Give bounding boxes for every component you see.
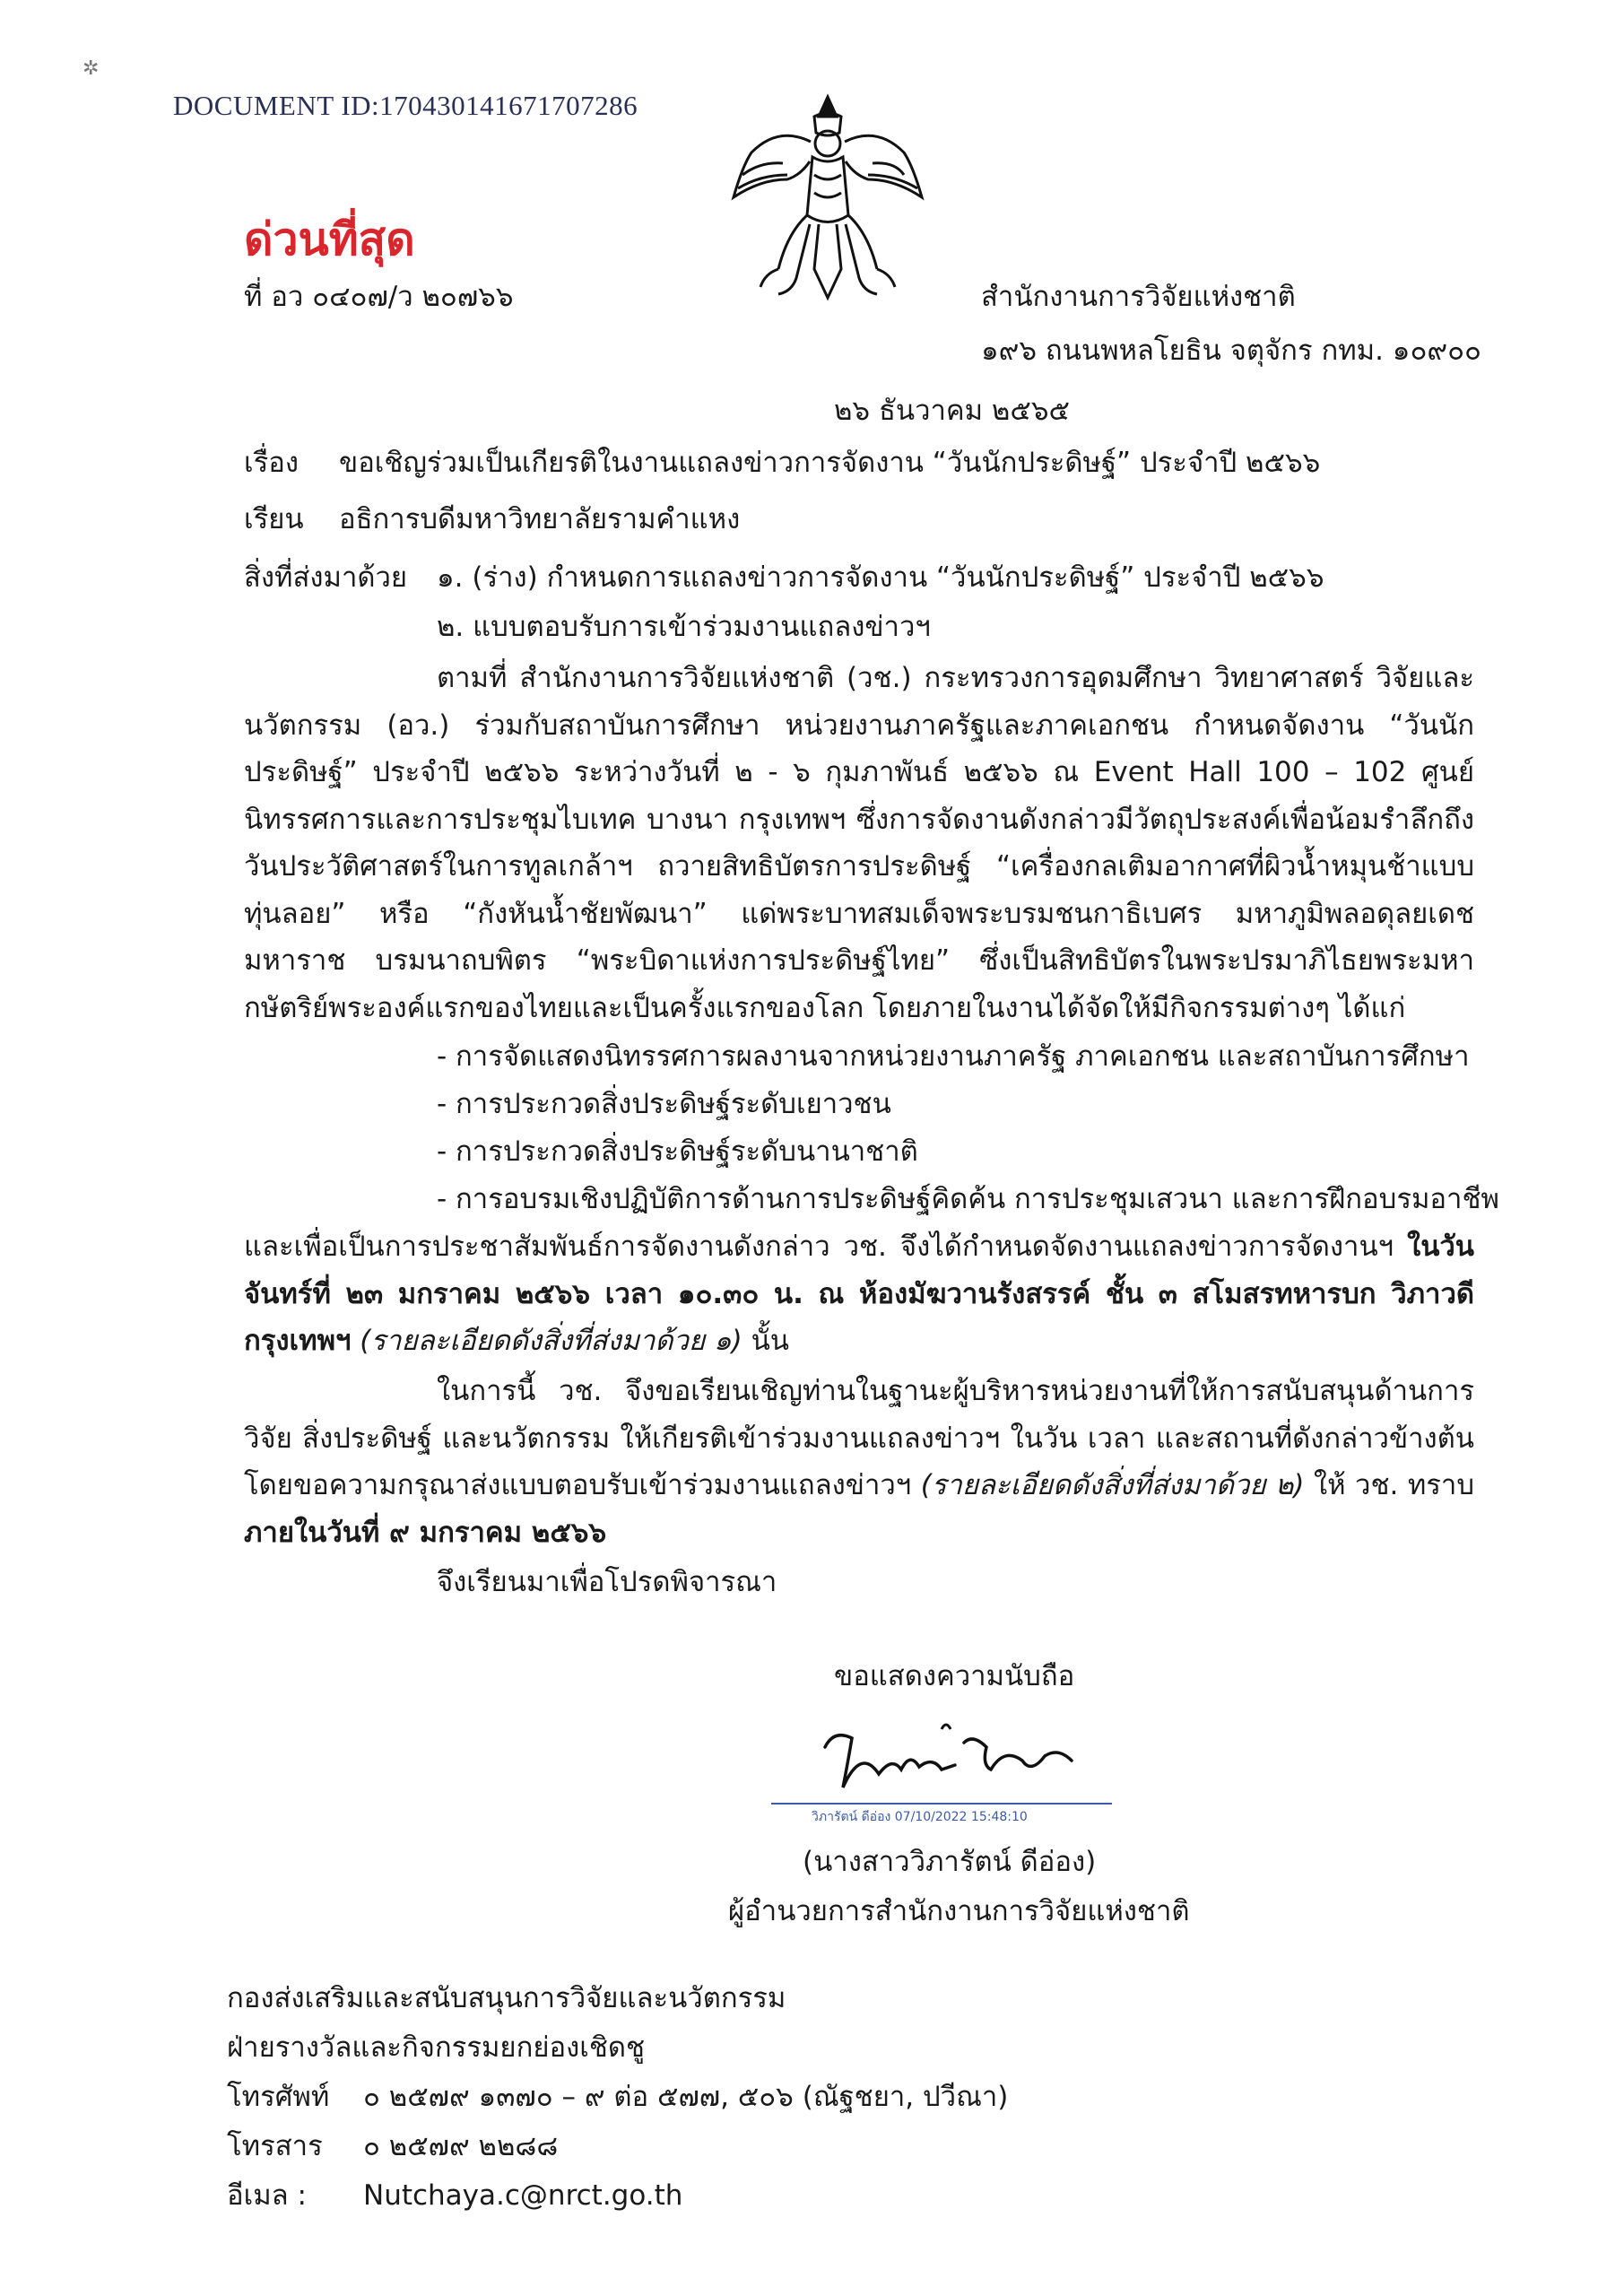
signer-name: (นางสาววิภารัตน์ ดีอ่อง): [803, 1846, 1097, 1878]
recipient-text: อธิการบดีมหาวิทยาลัยรามคำแหง: [339, 503, 741, 535]
activity-item-4: - การอบรมเชิงปฏิบัติการด้านการประดิษฐ์คิดค้น การประชุมเสวนา และการฝึกอบรมอาชีพ: [437, 1183, 1499, 1215]
recipient-label: เรียน: [244, 503, 304, 535]
document-date: ๒๖ ธันวาคม ๒๕๖๕: [834, 395, 1070, 427]
sender-office: สำนักงานการวิจัยแห่งชาติ: [981, 281, 1296, 313]
reference-number: ที่ อว ๐๔๐๗/ว ๒๐๗๖๖: [244, 281, 514, 313]
p3-text: ในการนี้ วช. จึงขอเรียนเชิญท่านในฐานะผู้บริหารหน่วยงานที่ให้การสนับสนุนด้านการวิจัย สิ่งประดิษฐ์ และนวัตกรรม ให้เกียรติเข้าร่วมงานแถลงข่าวฯ ในวัน เวลา และสถานที่ดังกล่าวข้างต้น โดยขอความกรุณาส่งแบบตอบรับเข้าร่วมงานแถลงข่าวฯ: [244, 1375, 1474, 1501]
footer-fax: ๐ ๒๕๗๙ ๒๒๘๘: [363, 2130, 559, 2162]
scan-mark: ✲: [83, 57, 100, 80]
p3-deadline: ภายในวันที่ ๙ มกราคม ๒๕๖๖: [244, 1516, 607, 1549]
footer-email-label: อีเมล :: [227, 2179, 307, 2212]
p2-end: นั้น: [742, 1325, 790, 1357]
sender-address: ๑๙๖ ถนนพหลโยธิน จตุจักร กทม. ๑๐๙๐๐: [981, 335, 1481, 367]
subject-label: เรื่อง: [244, 447, 300, 479]
regards-text: ขอแสดงความนับถือ: [834, 1660, 1075, 1692]
body-paragraph-2: [244, 1223, 1474, 1365]
p2-enclosure-ref: (รายละเอียดดังสิ่งที่ส่งมาด้วย ๑): [351, 1325, 743, 1357]
enclosure-item-1: ๑. (ร่าง) กำหนดการแถลงข่าวการจัดงาน “วันนักประดิษฐ์” ประจำปี ๒๕๖๖: [437, 561, 1324, 594]
p2-event-datetime: ในวันจันทร์ที่ ๒๓ มกราคม ๒๕๖๖ เวลา ๑๐.๓๐ น. ณ ห้องมัฆวานรังสรรค์ ชั้น ๓ สโมสรทหารบก วิภาวดี กรุงเทพฯ: [244, 1231, 1474, 1357]
body-paragraph-1: ตามที่ สำนักงานการวิจัยแห่งชาติ (วช.) กระทรวงการอุดมศึกษา วิทยาศาสตร์ วิจัยและนวัตกรรม (อว.) ร่วมกับสถาบันการศึกษา หน่วยงานภาครัฐและภาคเอกชน กำหนดจัดงาน “วันนักประดิษฐ์” ประจำปี ๒๕๖๖ ระหว่างวันที่ ๒ - ๖ กุมภาพันธ์ ๒๕๖๖ ณ Event Hall 100 – 102 ศูนย์นิทรรศการและการประชุมไบเทค บางนา กรุงเทพฯ ซึ่งการจัดงานดังกล่าวมีวัตถุประสงค์เพื่อน้อมรำลึกถึงวันประวัติศาสตร์ในการทูลเกล้าฯ ถวายสิทธิบัตรการประดิษฐ์ “เครื่องกลเติมอากาศที่ผิวน้ำหมุนช้าแบบทุ่นลอย” หรือ “กังหันน้ำชัยพัฒนา” แด่พระบาทสมเด็จพระบรมชนกาธิเบศร มหาภูมิพลอดุลยเดชมหาราช บรมนาถบพิตร “พระบิดาแห่งการประดิษฐ์ไทย” ซึ่งเป็นสิทธิบัตรในพระปรมาภิไธยพระมหากษัตริย์พระองค์แรกของไทยและเป็นครั้งแรกของโลก โดยภายในงานได้จัดให้มีกิจกรรมต่างๆ ได้แก่: [244, 662, 1474, 1024]
document-id: DOCUMENT ID:17043014167170728​6: [173, 90, 638, 121]
enclosure-item-2: ๒. แบบตอบรับการเข้าร่วมงานแถลงข่าวฯ: [437, 611, 931, 643]
p2-text: และเพื่อเป็นการประชาสัมพันธ์การจัดงานดังกล่าว วช. จึงได้กำหนดจัดงานแถลงข่าวการจัดงานฯ: [244, 1231, 1408, 1263]
p3-text-2: ให้ วช. ทราบ: [1304, 1469, 1475, 1501]
activity-item-3: - การประกวดสิ่งประดิษฐ์ระดับนานาชาติ: [437, 1135, 918, 1168]
body-paragraph-3: [244, 1368, 1474, 1556]
p3-enclosure-ref: (รายละเอียดดังสิ่งที่ส่งมาด้วย ๒): [920, 1469, 1305, 1501]
garuda-emblem-icon: [725, 90, 931, 305]
footer-division: กองส่งเสริมและสนับสนุนการวิจัยและนวัตกรรม: [227, 1982, 786, 2014]
handwritten-signature-icon: [807, 1711, 1085, 1801]
enclosures-label: สิ่งที่ส่งมาด้วย: [244, 561, 408, 594]
subject-text: ขอเชิญร่วมเป็นเกียรติในงานแถลงข่าวการจัดงาน “วันนักประดิษฐ์” ประจำปี ๒๕๖๖: [339, 447, 1321, 479]
footer-phone: ๐ ๒๕๗๙ ๑๓๗๐ – ๙ ต่อ ๕๗๗, ๕๐๖ (ณัฐชยา, ปวีณา): [363, 2081, 1009, 2113]
signature-line: [771, 1803, 1112, 1805]
activity-item-2: - การประกวดสิ่งประดิษฐ์ระดับเยาวชน: [437, 1088, 891, 1120]
footer-phone-label: โทรศัพท์: [227, 2081, 330, 2113]
footer-email: Nutchaya.c@nrct.go.th: [363, 2179, 683, 2212]
signer-position: ผู้อำนวยการสำนักงานการวิจัยแห่งชาติ: [728, 1895, 1190, 1927]
footer-section: ฝ่ายรางวัลและกิจกรรมยกย่องเชิดชู: [227, 2031, 646, 2064]
urgency-label: ด่วนที่สุด: [244, 213, 415, 265]
signature-stamp: วิภารัตน์ ดีอ่อง 07/10/2022 15:48:10: [812, 1810, 1028, 1824]
closing-text: จึงเรียนมาเพื่อโปรดพิจารณา: [437, 1566, 777, 1598]
footer-fax-label: โทรสาร: [227, 2130, 323, 2162]
activity-item-1: - การจัดแสดงนิทรรศการผลงานจากหน่วยงานภาครัฐ ภาคเอกชน และสถาบันการศึกษา: [437, 1040, 1470, 1073]
